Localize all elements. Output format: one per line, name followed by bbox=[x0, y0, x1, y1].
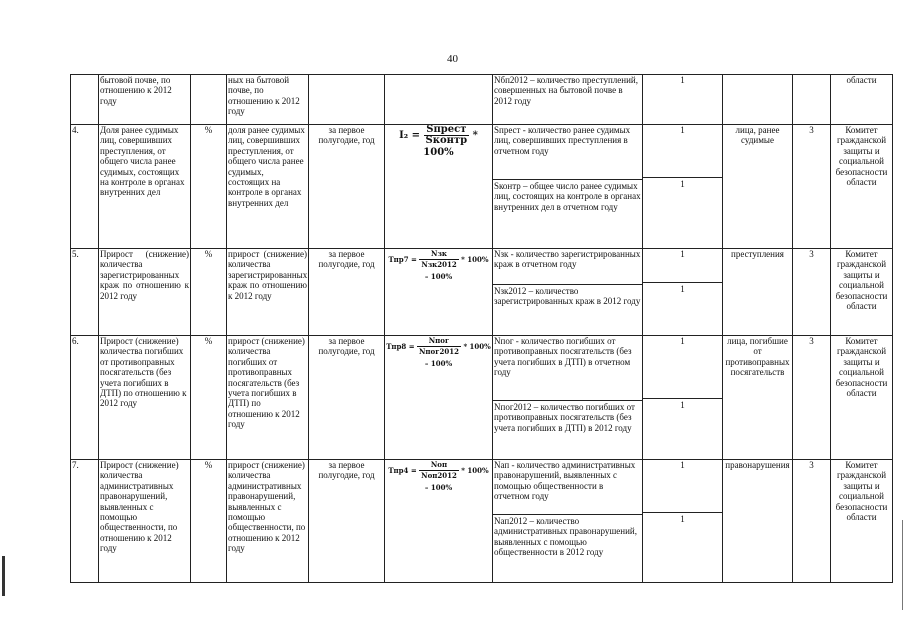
indicators-table bbox=[70, 74, 893, 583]
algorithm: прирост (снижение) количества погибших от противоправных посягательств (без учета погибших в ДТП) по отношению к 2012 году bbox=[227, 336, 309, 460]
variable-description: Nпог - количество погибших от противоправных посягательств (без учета погибших в ДТП) в отчетном году bbox=[494, 336, 632, 378]
formula-rhs: * 100% – 100% bbox=[424, 465, 489, 492]
responsible-source: области bbox=[831, 75, 893, 125]
formula-fraction bbox=[417, 336, 461, 358]
variable-description: Nап - количество административных правонарушений, выявленных с помощью общественности в отчетном году bbox=[494, 460, 636, 502]
formula-rhs: * 100% bbox=[423, 130, 478, 158]
table-row bbox=[71, 336, 893, 460]
variable-code: 1 bbox=[680, 125, 685, 135]
formula bbox=[385, 460, 493, 583]
formula bbox=[385, 75, 493, 125]
col-9: 3 bbox=[793, 125, 831, 249]
formula-fraction bbox=[419, 249, 458, 271]
variable-code: 1 bbox=[680, 336, 685, 346]
variable-description: Nпог2012 – количество погибших от противоправных посягательств (без учета погибших в ДТП) в 2012 году bbox=[493, 400, 642, 433]
algorithm: ных на бытовой почве, по отношению к 2012 году bbox=[227, 75, 309, 125]
scan-edge-mark bbox=[2, 556, 5, 596]
variable-description: Nзк2012 – количество зарегистрированных краж в 2012 году bbox=[494, 286, 641, 307]
base: преступления bbox=[723, 249, 793, 336]
formula bbox=[385, 336, 493, 460]
scan-edge-mark bbox=[902, 520, 903, 610]
formula-fraction bbox=[419, 460, 459, 482]
variable-code: 1 bbox=[643, 398, 722, 410]
formula-lhs: Tпр8 = bbox=[386, 341, 415, 351]
responsible-source: Комитет гражданской защиты и социальной безопасности области bbox=[831, 336, 893, 460]
formula-lhs: Tпр4 = bbox=[388, 465, 417, 475]
variable-code: 1 bbox=[643, 177, 722, 189]
row-number bbox=[71, 75, 99, 125]
variable-codes bbox=[643, 249, 723, 336]
formula-denominator: Sконтр bbox=[425, 135, 468, 147]
variable-code: 1 bbox=[680, 249, 685, 259]
unit bbox=[191, 75, 227, 125]
variables bbox=[493, 336, 643, 460]
variable-description: Nбп2012 – количество преступлений, совершенных на бытовой почве в 2012 году bbox=[494, 75, 638, 106]
responsible-source: Комитет гражданской защиты и социальной безопасности области bbox=[831, 125, 893, 249]
formula-numerator: Nпог bbox=[417, 336, 461, 347]
formula-rhs: * 100% – 100% bbox=[424, 254, 489, 281]
variable-codes bbox=[643, 460, 723, 583]
col-9: 3 bbox=[793, 460, 831, 583]
indicator-name: бытовой почве, по отношению к 2012 году bbox=[99, 75, 191, 125]
page-number: 40 bbox=[447, 53, 458, 65]
formula-denominator: Nзк2012 bbox=[421, 260, 457, 270]
table-row bbox=[71, 125, 893, 249]
variable-code: 1 bbox=[643, 75, 723, 125]
formula-lhs: I₂ = bbox=[399, 130, 421, 142]
row-number: 6. bbox=[71, 336, 99, 460]
col-9: 3 bbox=[793, 336, 831, 460]
row-number: 4. bbox=[71, 125, 99, 249]
period: за первое полугодие, год bbox=[309, 336, 385, 460]
formula-fraction bbox=[424, 125, 470, 147]
indicator-name: Прирост (снижение) количества зарегистрированных краж по отношению к 2012 году bbox=[99, 249, 191, 336]
algorithm: прирост (снижение) количества административных правонарушений, выявленных с помощью общественности, по отношению к 2012 году bbox=[227, 460, 309, 583]
variable-description: Sконтр – общее число ранее судимых лиц, состоящих на контроле в органах внутренних дел в отчетном году bbox=[494, 181, 641, 212]
unit: % bbox=[191, 125, 227, 249]
formula-rhs: * 100% – 100% bbox=[424, 341, 491, 368]
formula-numerator: Nзк bbox=[419, 249, 458, 260]
indicator-name: Доля ранее судимых лиц, совершивших преступления, от общего числа ранее судимых, состоящих на контроле в органах внутренних дел bbox=[99, 125, 191, 249]
variables bbox=[493, 249, 643, 336]
indicator-name: Прирост (снижение) количества погибших от противоправных посягательств (без учета погибших в ДТП) по отношению к 2012 году bbox=[99, 336, 191, 460]
table-row-continuation bbox=[71, 75, 893, 125]
period: за первое полугодие, год bbox=[309, 249, 385, 336]
base bbox=[723, 75, 793, 125]
table-row bbox=[71, 249, 893, 336]
algorithm: доля ранее судимых лиц, совершивших преступления, от общего числа ранее судимых, состоящих на контроле в органах внутренних дел bbox=[227, 125, 309, 249]
variable-code: 1 bbox=[643, 282, 722, 294]
variables bbox=[493, 460, 643, 583]
unit: % bbox=[191, 336, 227, 460]
unit: % bbox=[191, 460, 227, 583]
variable-code: 1 bbox=[680, 460, 685, 470]
base: правонарушения bbox=[723, 460, 793, 583]
variable-codes bbox=[643, 336, 723, 460]
variable-codes bbox=[643, 125, 723, 249]
base: лица, ранее судимые bbox=[723, 125, 793, 249]
formula-lhs: Tпр7 = bbox=[388, 254, 417, 264]
formula-denominator: Nоп2012 bbox=[421, 471, 457, 481]
table-row bbox=[71, 460, 893, 583]
variable-description: Sпрест - количество ранее судимых лиц, совершивших преступления в отчетном году bbox=[494, 125, 631, 156]
row-number: 5. bbox=[71, 249, 99, 336]
base: лица, погибшие от противоправных посягательств bbox=[723, 336, 793, 460]
responsible-source: Комитет гражданской защиты и социальной безопасности области bbox=[831, 249, 893, 336]
algorithm: прирост (снижение) количества зарегистрированных краж по отношению к 2012 году bbox=[227, 249, 309, 336]
formula-numerator: Nоп bbox=[419, 460, 459, 471]
formula bbox=[385, 125, 493, 249]
period bbox=[309, 75, 385, 125]
variable-description: Nзк - количество зарегистрированных краж в отчетном году bbox=[494, 249, 641, 270]
responsible-source: Комитет гражданской защиты и социальной безопасности области bbox=[831, 460, 893, 583]
col-9 bbox=[793, 75, 831, 125]
period: за первое полугодие, год bbox=[309, 125, 385, 249]
variable-description: Nап2012 – количество административных правонарушений, выявленных с помощью общественности в 2012 году bbox=[493, 514, 642, 558]
indicator-name: Прирост (снижение) количества административных правонарушений, выявленных с помощью общественности, по отношению к 2012 году bbox=[99, 460, 191, 583]
variables bbox=[493, 75, 643, 125]
formula bbox=[385, 249, 493, 336]
row-number: 7. bbox=[71, 460, 99, 583]
period: за первое полугодие, год bbox=[309, 460, 385, 583]
formula-denominator: Nпог2012 bbox=[419, 347, 459, 357]
formula-numerator: Sпрест bbox=[424, 125, 470, 136]
variables bbox=[493, 125, 643, 249]
unit: % bbox=[191, 249, 227, 336]
col-9: 3 bbox=[793, 249, 831, 336]
variable-code: 1 bbox=[643, 512, 722, 524]
